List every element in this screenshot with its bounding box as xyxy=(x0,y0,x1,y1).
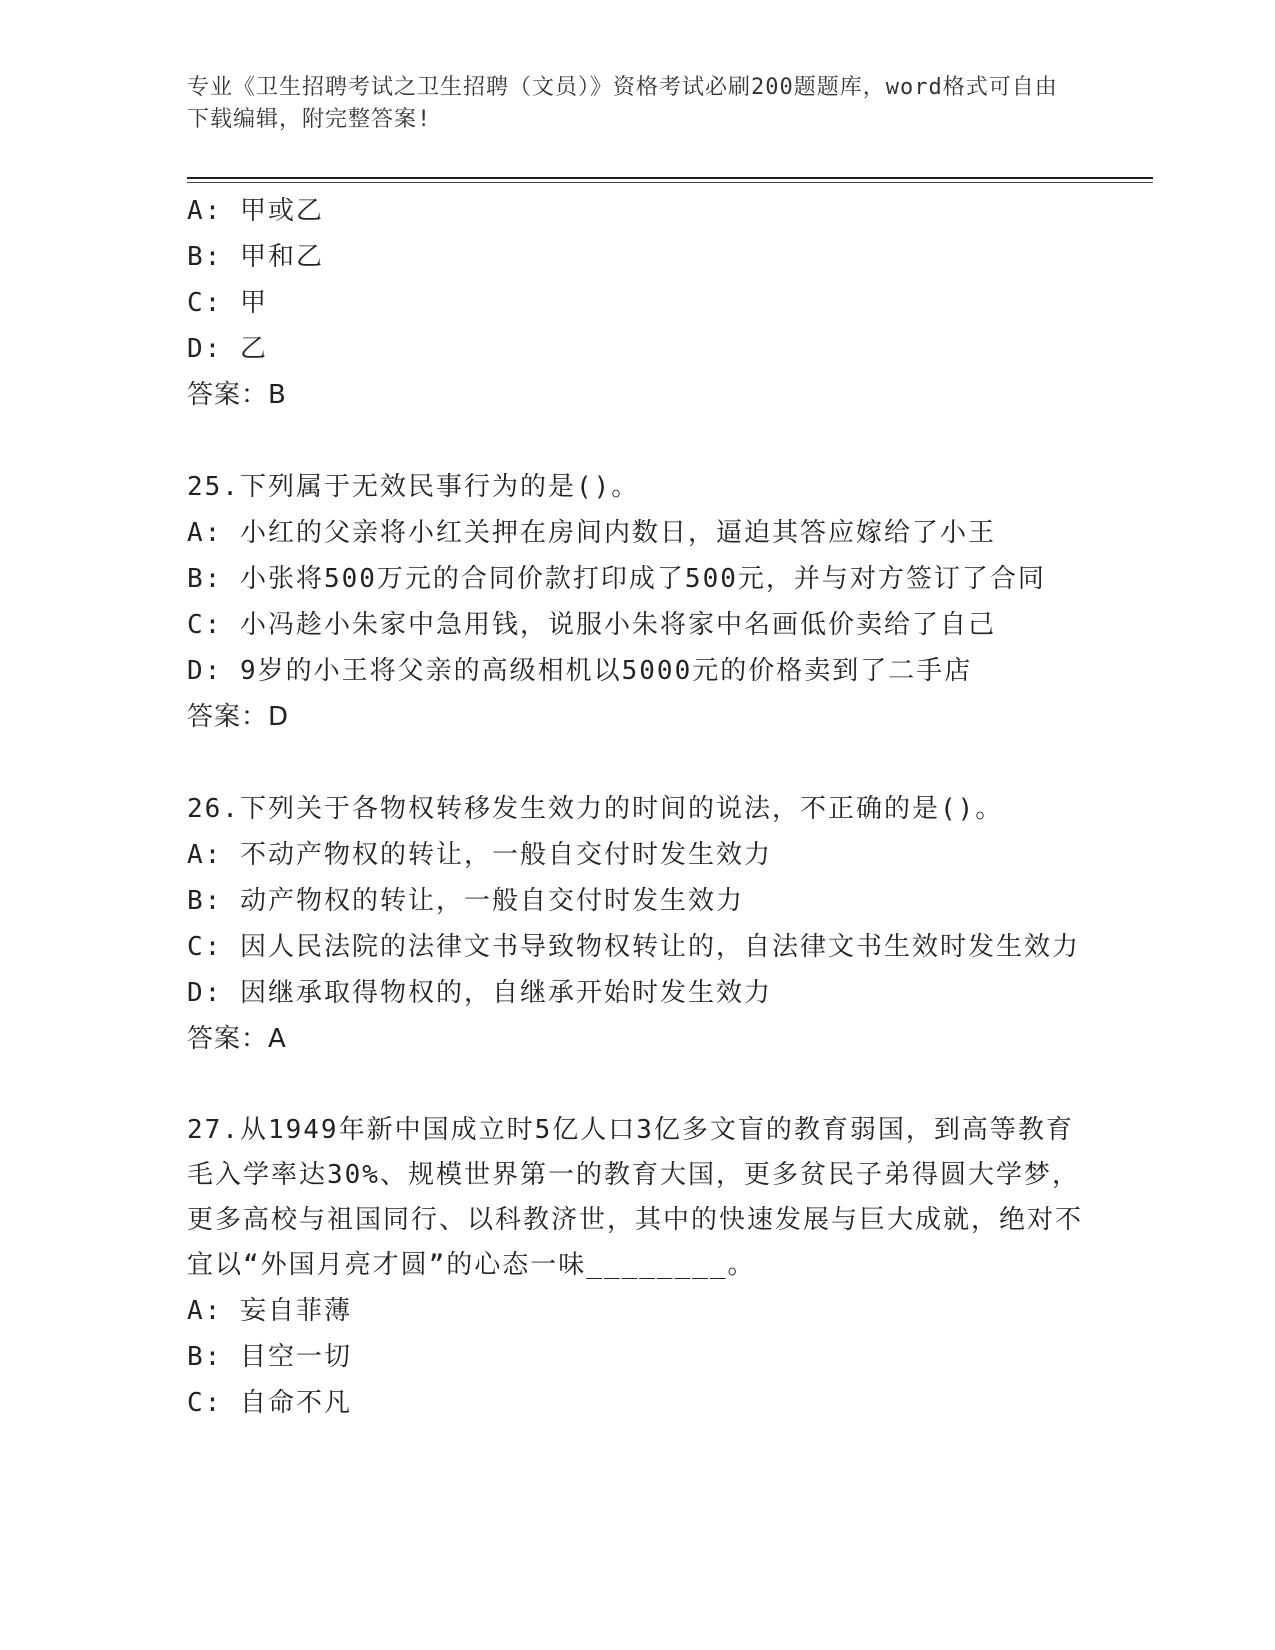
q27-option-a: A: 妄自菲薄 xyxy=(187,1296,352,1326)
q26-option-d: D: 因继承取得物权的，自继承开始时发生效力 xyxy=(187,978,772,1008)
q24-option-a: A: 甲或乙 xyxy=(187,196,324,226)
q26-answer: 答案：A xyxy=(187,1024,287,1054)
q24-answer: 答案：B xyxy=(187,380,287,410)
question-24-block xyxy=(187,188,1087,418)
q25-option-c: C: 小冯趁小朱家中急用钱，说服小朱将家中名画低价卖给了自己 xyxy=(187,610,996,640)
q26-option-c: C: 因人民法院的法律文书导致物权转让的，自法律文书生效时发生效力 xyxy=(187,932,1080,962)
question-27-block xyxy=(187,1108,1087,1426)
q26-stem: 26.下列关于各物权转移发生效力的时间的说法，不正确的是()。 xyxy=(187,794,1004,824)
document-header: 专业《卫生招聘考试之卫生招聘（文员）》资格考试必刷200题题库，word格式可自由下载编辑，附完整答案! xyxy=(187,75,1058,132)
q25-option-d: D: 9岁的小王将父亲的高级相机以5000元的价格卖到了二手店 xyxy=(187,656,973,686)
q27-stem: 27.从1949年新中国成立时5亿人口3亿多文盲的教育弱国，到高等教育毛入学率达30%、规模世界第一的教育大国，更多贫民子弟得圆大学梦，更多高校与祖国同行、以科教济世，其中的快速发展与巨大成就，绝对不宜以“外国月亮才圆”的心态一味________。 xyxy=(187,1115,1084,1280)
q25-answer: 答案：D xyxy=(187,702,290,732)
q24-option-c: C: 甲 xyxy=(187,288,268,318)
header-rule-thick xyxy=(187,177,1153,179)
q27-option-b: B: 目空一切 xyxy=(187,1342,352,1372)
header-rule-thin xyxy=(187,182,1153,183)
q26-option-b: B: 动产物权的转让，一般自交付时发生效力 xyxy=(187,886,744,916)
q25-option-a: A: 小红的父亲将小红关押在房间内数日，逼迫其答应嫁给了小王 xyxy=(187,518,996,548)
question-26-block xyxy=(187,786,1087,1062)
question-25-block xyxy=(187,464,1087,740)
q25-option-b: B: 小张将500万元的合同价款打印成了500元，并与对方签订了合同 xyxy=(187,564,1046,594)
question-content xyxy=(187,188,1087,1426)
q24-option-d: D: 乙 xyxy=(187,334,268,364)
q24-option-b: B: 甲和乙 xyxy=(187,242,324,272)
q27-option-c: C: 自命不凡 xyxy=(187,1388,352,1418)
q26-option-a: A: 不动产物权的转让，一般自交付时发生效力 xyxy=(187,840,772,870)
q25-stem: 25.下列属于无效民事行为的是()。 xyxy=(187,472,640,502)
